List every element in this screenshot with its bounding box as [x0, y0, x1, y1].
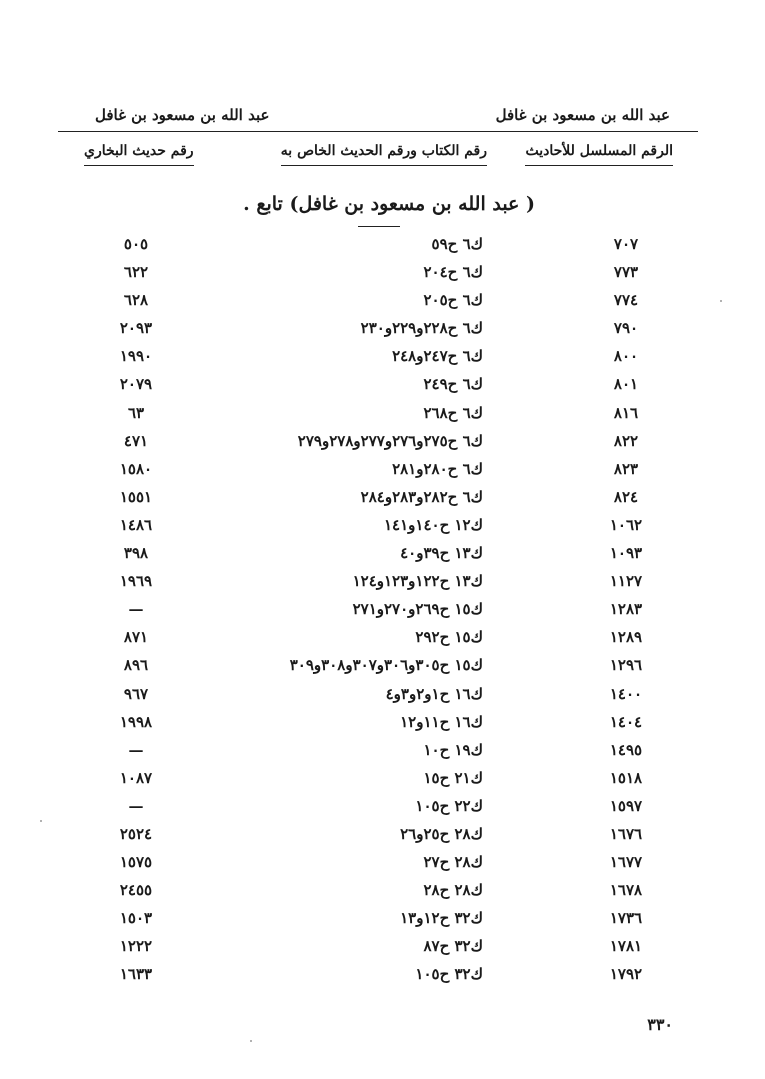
serial-cell: ١٢٨٩ — [609, 628, 643, 647]
serial-cell: ٧٩٠ — [613, 319, 639, 338]
serial-cell: ٧٠٧ — [613, 235, 639, 253]
bukhari-number-cell: ٢٠٧٩ — [119, 375, 153, 394]
table-row — [0, 541, 765, 569]
bukhari-number-cell: ٢٠٩٣ — [119, 319, 153, 338]
table-row — [0, 934, 765, 962]
table-row — [0, 401, 765, 429]
book-reference-cell: ك٢٨ ح٢٥و٢٦ — [400, 824, 483, 843]
table-row — [0, 710, 765, 738]
bukhari-number-cell: ١٩٩٠ — [119, 347, 153, 366]
table-row — [0, 653, 765, 681]
bukhari-number-cell: ١٥٠٣ — [119, 909, 153, 928]
book-reference-cell: ك٦ ح٥٩ — [431, 235, 483, 253]
serial-cell: ٨٠٠ — [613, 347, 639, 366]
table-row — [0, 260, 765, 288]
serial-cell: ٨٢٣ — [613, 459, 639, 478]
table-row — [0, 766, 765, 794]
bukhari-number-cell: ١٥٥١ — [119, 487, 153, 506]
serial-cell: ١١٢٧ — [609, 572, 643, 591]
bukhari-number-cell: ١٦٣٣ — [119, 965, 153, 984]
serial-cell: ١٥٩٧ — [609, 796, 643, 815]
table-row — [0, 794, 765, 822]
table-row — [0, 457, 765, 485]
column-header-bukhari: رقم حديث البخاري — [84, 143, 194, 166]
bukhari-number-cell: ٥٠٥ — [123, 235, 149, 253]
table-row — [0, 288, 765, 316]
bukhari-number-cell: ١٤٨٦ — [119, 515, 153, 534]
table-row — [0, 822, 765, 850]
book-reference-cell: ك١٣ ح٣٩و٤٠ — [400, 544, 483, 563]
bukhari-number-cell: ١٥٨٠ — [119, 459, 153, 478]
book-reference-cell: ك٦ ح٢٨٢و٢٨٣و٢٨٤ — [360, 487, 483, 506]
serial-cell: ١٧٨١ — [609, 937, 643, 956]
serial-cell: ١٤٠٠ — [609, 684, 643, 703]
serial-cell: ١٢٩٦ — [609, 656, 643, 675]
bukhari-number-cell: ٨٧١ — [123, 628, 149, 647]
header-rule — [58, 131, 698, 132]
table-row — [0, 906, 765, 934]
book-reference-cell: ك٣٢ ح١٢و١٣ — [400, 909, 483, 928]
table-row — [0, 738, 765, 766]
table-row — [0, 962, 765, 990]
page-number: ٣٣٠ — [647, 1015, 673, 1034]
book-reference-cell: ك٣٢ ح٨٧ — [423, 937, 483, 956]
book-reference-cell: ك٢٢ ح١٠٥ — [415, 796, 483, 815]
table-row — [0, 344, 765, 372]
book-reference-cell: ك١٦ ح١و٢و٣و٤ — [385, 684, 483, 703]
book-reference-cell: ك٦ ح٢٧٥و٢٧٦و٢٧٧و٢٧٨و٢٧٩ — [297, 431, 483, 450]
serial-cell: ١٥١٨ — [609, 768, 643, 787]
table-row — [0, 597, 765, 625]
book-reference-cell: ك٢٨ ح٢٨ — [423, 881, 483, 900]
bukhari-number-cell: ٦٢٨ — [123, 291, 149, 310]
book-reference-cell: ك٣٢ ح١٠٥ — [415, 965, 483, 984]
bukhari-number-cell: ٢٤٥٥ — [119, 881, 153, 900]
scan-speck — [720, 300, 722, 302]
section-title-underline — [358, 226, 400, 227]
book-reference-cell: ك١٥ ح٣٠٥و٣٠٦و٣٠٧و٣٠٨و٣٠٩ — [289, 656, 483, 675]
bukhari-number-cell: ١٢٢٢ — [119, 937, 153, 956]
serial-cell: ١٧٣٦ — [609, 909, 643, 928]
table-row — [0, 850, 765, 878]
bukhari-number-cell: ٩٦٧ — [123, 684, 149, 703]
column-header-book: رقم الكتاب ورقم الحديث الخاص به — [281, 143, 487, 166]
book-reference-cell: ك٦ ح٢٤٩ — [423, 375, 483, 394]
bukhari-number-cell: ٤٧١ — [123, 431, 149, 450]
bukhari-number-cell: — — [128, 600, 144, 619]
section-title: ( عبد الله بن مسعود بن غافل) تابع . — [243, 193, 535, 215]
table-row — [0, 625, 765, 653]
table-row — [0, 569, 765, 597]
hadith-table — [0, 232, 765, 991]
table-row — [0, 316, 765, 344]
book-reference-cell: ك٦ ح٢٠٤ — [423, 263, 483, 282]
serial-cell: ١٤٩٥ — [609, 740, 643, 759]
book-reference-cell: ك١٦ ح١١و١٢ — [400, 712, 483, 731]
serial-cell: ١٤٠٤ — [609, 712, 643, 731]
book-reference-cell: ك١٢ ح١٤٠و١٤١ — [384, 515, 483, 534]
book-reference-cell: ك٦ ح٢٢٨و٢٢٩و٢٣٠ — [360, 319, 483, 338]
book-reference-cell: ك٢٨ ح٢٧ — [423, 853, 483, 872]
scan-speck — [250, 1040, 252, 1042]
book-reference-cell: ك٦ ح٢٨٠و٢٨١ — [392, 459, 483, 478]
book-reference-cell: ك٦ ح٢٠٥ — [423, 291, 483, 310]
serial-cell: ١٢٨٣ — [609, 600, 643, 619]
bukhari-number-cell: — — [128, 796, 144, 815]
bukhari-number-cell: ١٥٧٥ — [119, 853, 153, 872]
book-reference-cell: ك١٥ ح٢٩٢ — [415, 628, 483, 647]
serial-cell: ١٦٧٨ — [609, 881, 643, 900]
bukhari-number-cell: ٣٩٨ — [123, 544, 149, 563]
table-row — [0, 513, 765, 541]
column-header-serial: الرقم المسلسل للأحاديث — [525, 143, 673, 166]
book-reference-cell: ك١٣ ح١٢٢و١٢٣و١٢٤ — [352, 572, 483, 591]
book-reference-cell: ك١٥ ح٢٦٩و٢٧٠و٢٧١ — [352, 600, 483, 619]
table-row — [0, 682, 765, 710]
bukhari-number-cell: ٦٣ — [127, 403, 145, 422]
table-row — [0, 372, 765, 400]
serial-cell: ٧٧٤ — [613, 291, 639, 310]
bukhari-number-cell: ٢٥٢٤ — [119, 824, 153, 843]
running-head-left: عبد الله بن مسعود بن غافل — [95, 106, 270, 124]
book-reference-cell: ك٦ ح٢٤٧و٢٤٨ — [392, 347, 483, 366]
serial-cell: ١٠٦٢ — [609, 515, 643, 534]
bukhari-number-cell: ١٠٨٧ — [119, 768, 153, 787]
serial-cell: ٨٠١ — [613, 375, 639, 394]
serial-cell: ١٦٧٧ — [609, 853, 643, 872]
bukhari-number-cell: ١٩٩٨ — [119, 712, 153, 731]
serial-cell: ٨٢٤ — [613, 487, 639, 506]
book-reference-cell: ك٦ ح٢٦٨ — [423, 403, 483, 422]
serial-cell: ٧٧٣ — [613, 263, 639, 282]
bukhari-number-cell: ٨٩٦ — [123, 656, 149, 675]
running-head-right: عبد الله بن مسعود بن غافل — [495, 106, 670, 124]
bukhari-number-cell: ٦٢٢ — [123, 263, 149, 282]
serial-cell: ١٠٩٣ — [609, 544, 643, 563]
table-row — [0, 232, 765, 260]
serial-cell: ٨٢٢ — [613, 431, 639, 450]
scan-speck — [40, 820, 42, 822]
serial-cell: ٨١٦ — [613, 403, 639, 422]
table-row — [0, 878, 765, 906]
table-row — [0, 485, 765, 513]
bukhari-number-cell: ١٩٦٩ — [119, 572, 153, 591]
serial-cell: ١٦٧٦ — [609, 824, 643, 843]
bukhari-number-cell: — — [128, 740, 144, 759]
book-reference-cell: ك١٩ ح١٠ — [423, 740, 483, 759]
book-reference-cell: ك٢١ ح١٥ — [423, 768, 483, 787]
serial-cell: ١٧٩٢ — [609, 965, 643, 984]
table-row — [0, 429, 765, 457]
